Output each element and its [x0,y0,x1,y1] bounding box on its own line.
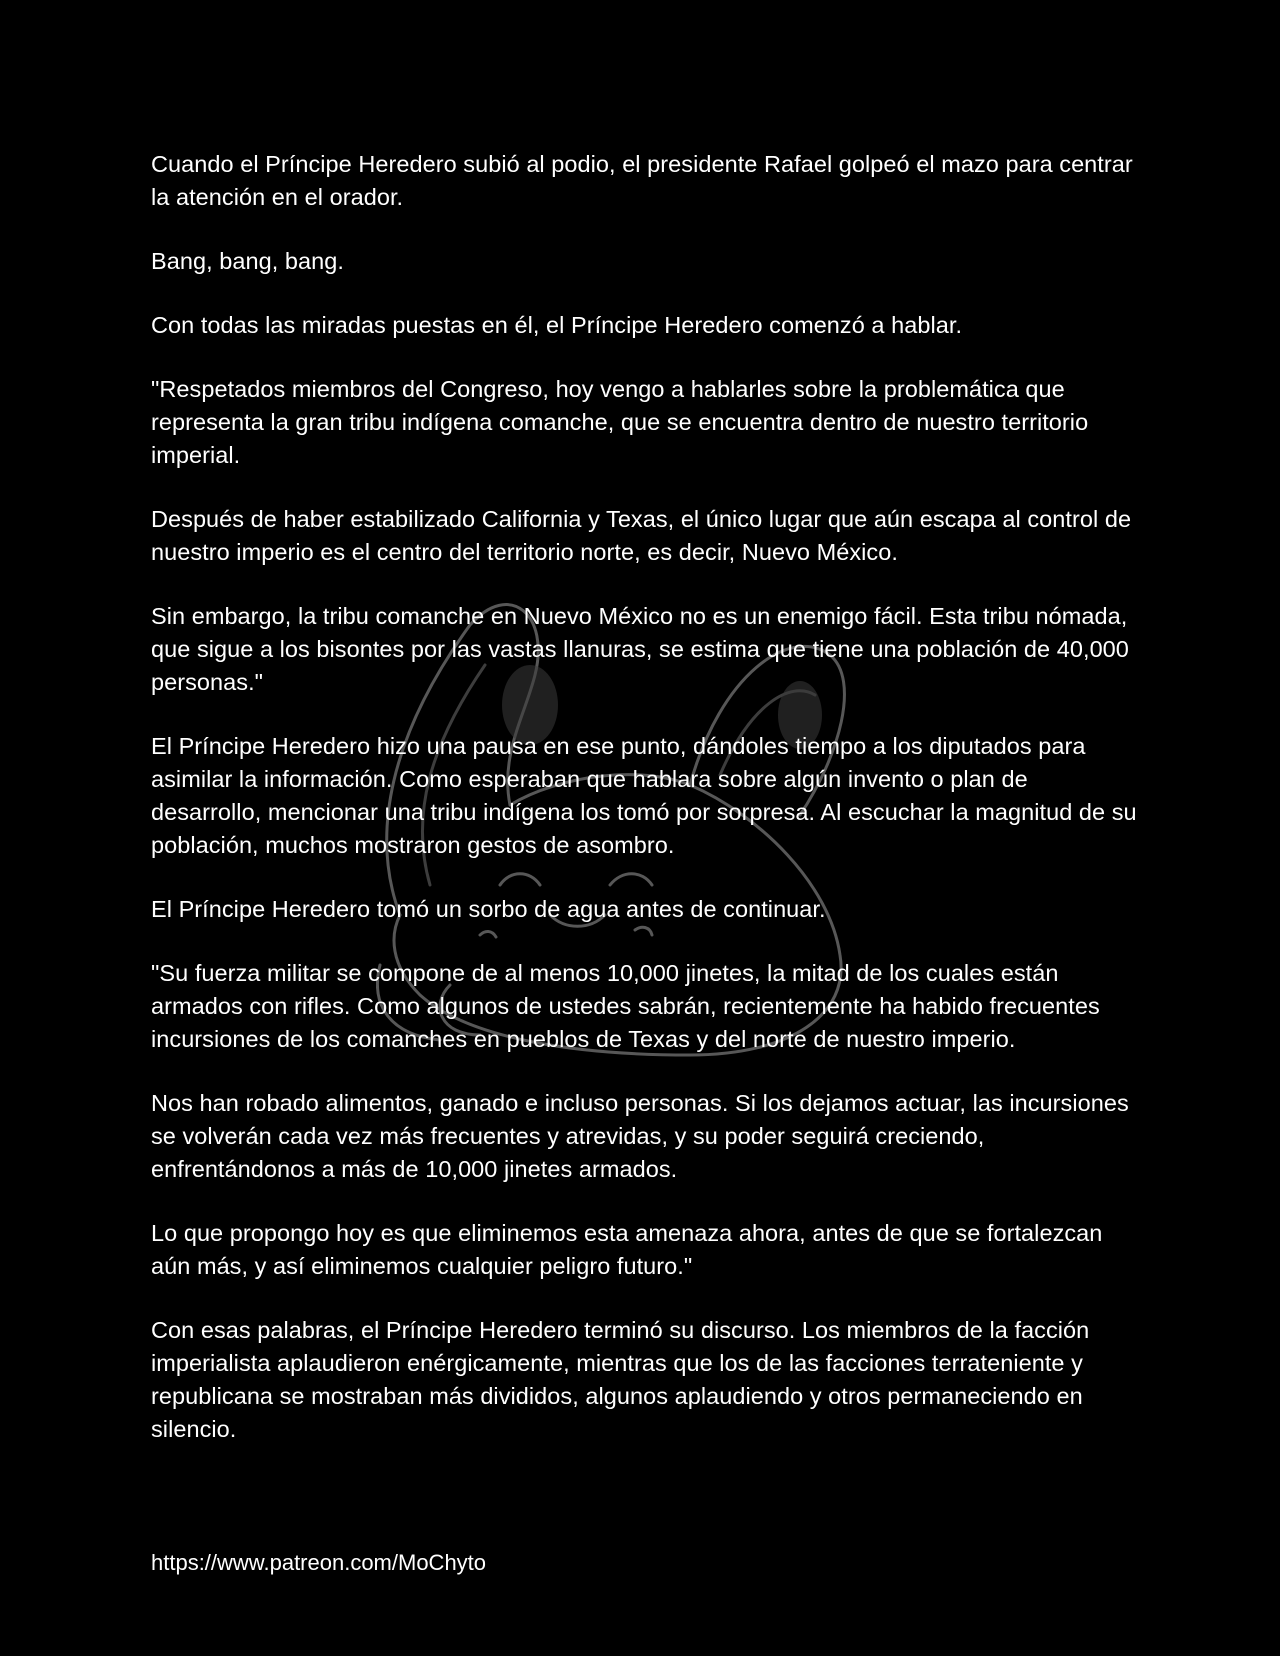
paragraph: Con esas palabras, el Príncipe Heredero terminó su discurso. Los miembros de la facción imperialista aplaudieron enérgicamente, mientras que los de las facciones terrateniente y republicana se mostraban más divididos, algunos aplaudiendo y otros permaneciendo en silencio. [151,1317,1090,1442]
paragraph: Sin embargo, la tribu comanche en Nuevo México no es un enemigo fácil. Esta tribu nómada, que sigue a los bisontes por las vastas llanuras, se estima que tiene una población de 40,000 personas." [151,603,1129,695]
article-body [151,148,1141,1477]
patreon-link[interactable]: https://www.patreon.com/MoChyto [151,1550,487,1575]
paragraph: Con todas las miradas puestas en él, el Príncipe Heredero comenzó a hablar. [151,312,963,338]
paragraph: Nos han robado alimentos, ganado e incluso personas. Si los dejamos actuar, las incursiones se volverán cada vez más frecuentes y atrevidas, y su poder seguirá creciendo, enfrentándonos a más de 10,000 jinetes armados. [151,1090,1129,1182]
paragraph: "Su fuerza militar se compone de al menos 10,000 jinetes, la mitad de los cuales están armados con rifles. Como algunos de ustedes sabrán, recientemente ha habido frecuentes incursiones de los comanches en pueblos de Texas y del norte de nuestro imperio. [151,960,1100,1052]
paragraph: Después de haber estabilizado California y Texas, el único lugar que aún escapa al control de nuestro imperio es el centro del territorio norte, es decir, Nuevo México. [151,506,1132,565]
paragraph: "Respetados miembros del Congreso, hoy vengo a hablarles sobre la problemática que representa la gran tribu indígena comanche, que se encuentra dentro de nuestro territorio imperial. [151,376,1089,468]
paragraph: El Príncipe Heredero hizo una pausa en ese punto, dándoles tiempo a los diputados para asimilar la información. Como esperaban que hablara sobre algún invento o plan de desarrollo, mencionar una tribu indígena los tomó por sorpresa. Al escuchar la magnitud de su población, muchos mostraron gestos de asombro. [151,733,1137,858]
paragraph: El Príncipe Heredero tomó un sorbo de agua antes de continuar. [151,896,826,922]
paragraph: Bang, bang, bang. [151,248,344,274]
paragraph: Cuando el Príncipe Heredero subió al podio, el presidente Rafael golpeó el mazo para centrar la atención en el orador. [151,151,1133,210]
paragraph: Lo que propongo hoy es que eliminemos esta amenaza ahora, antes de que se fortalezcan aún más, y así eliminemos cualquier peligro futuro." [151,1220,1103,1279]
